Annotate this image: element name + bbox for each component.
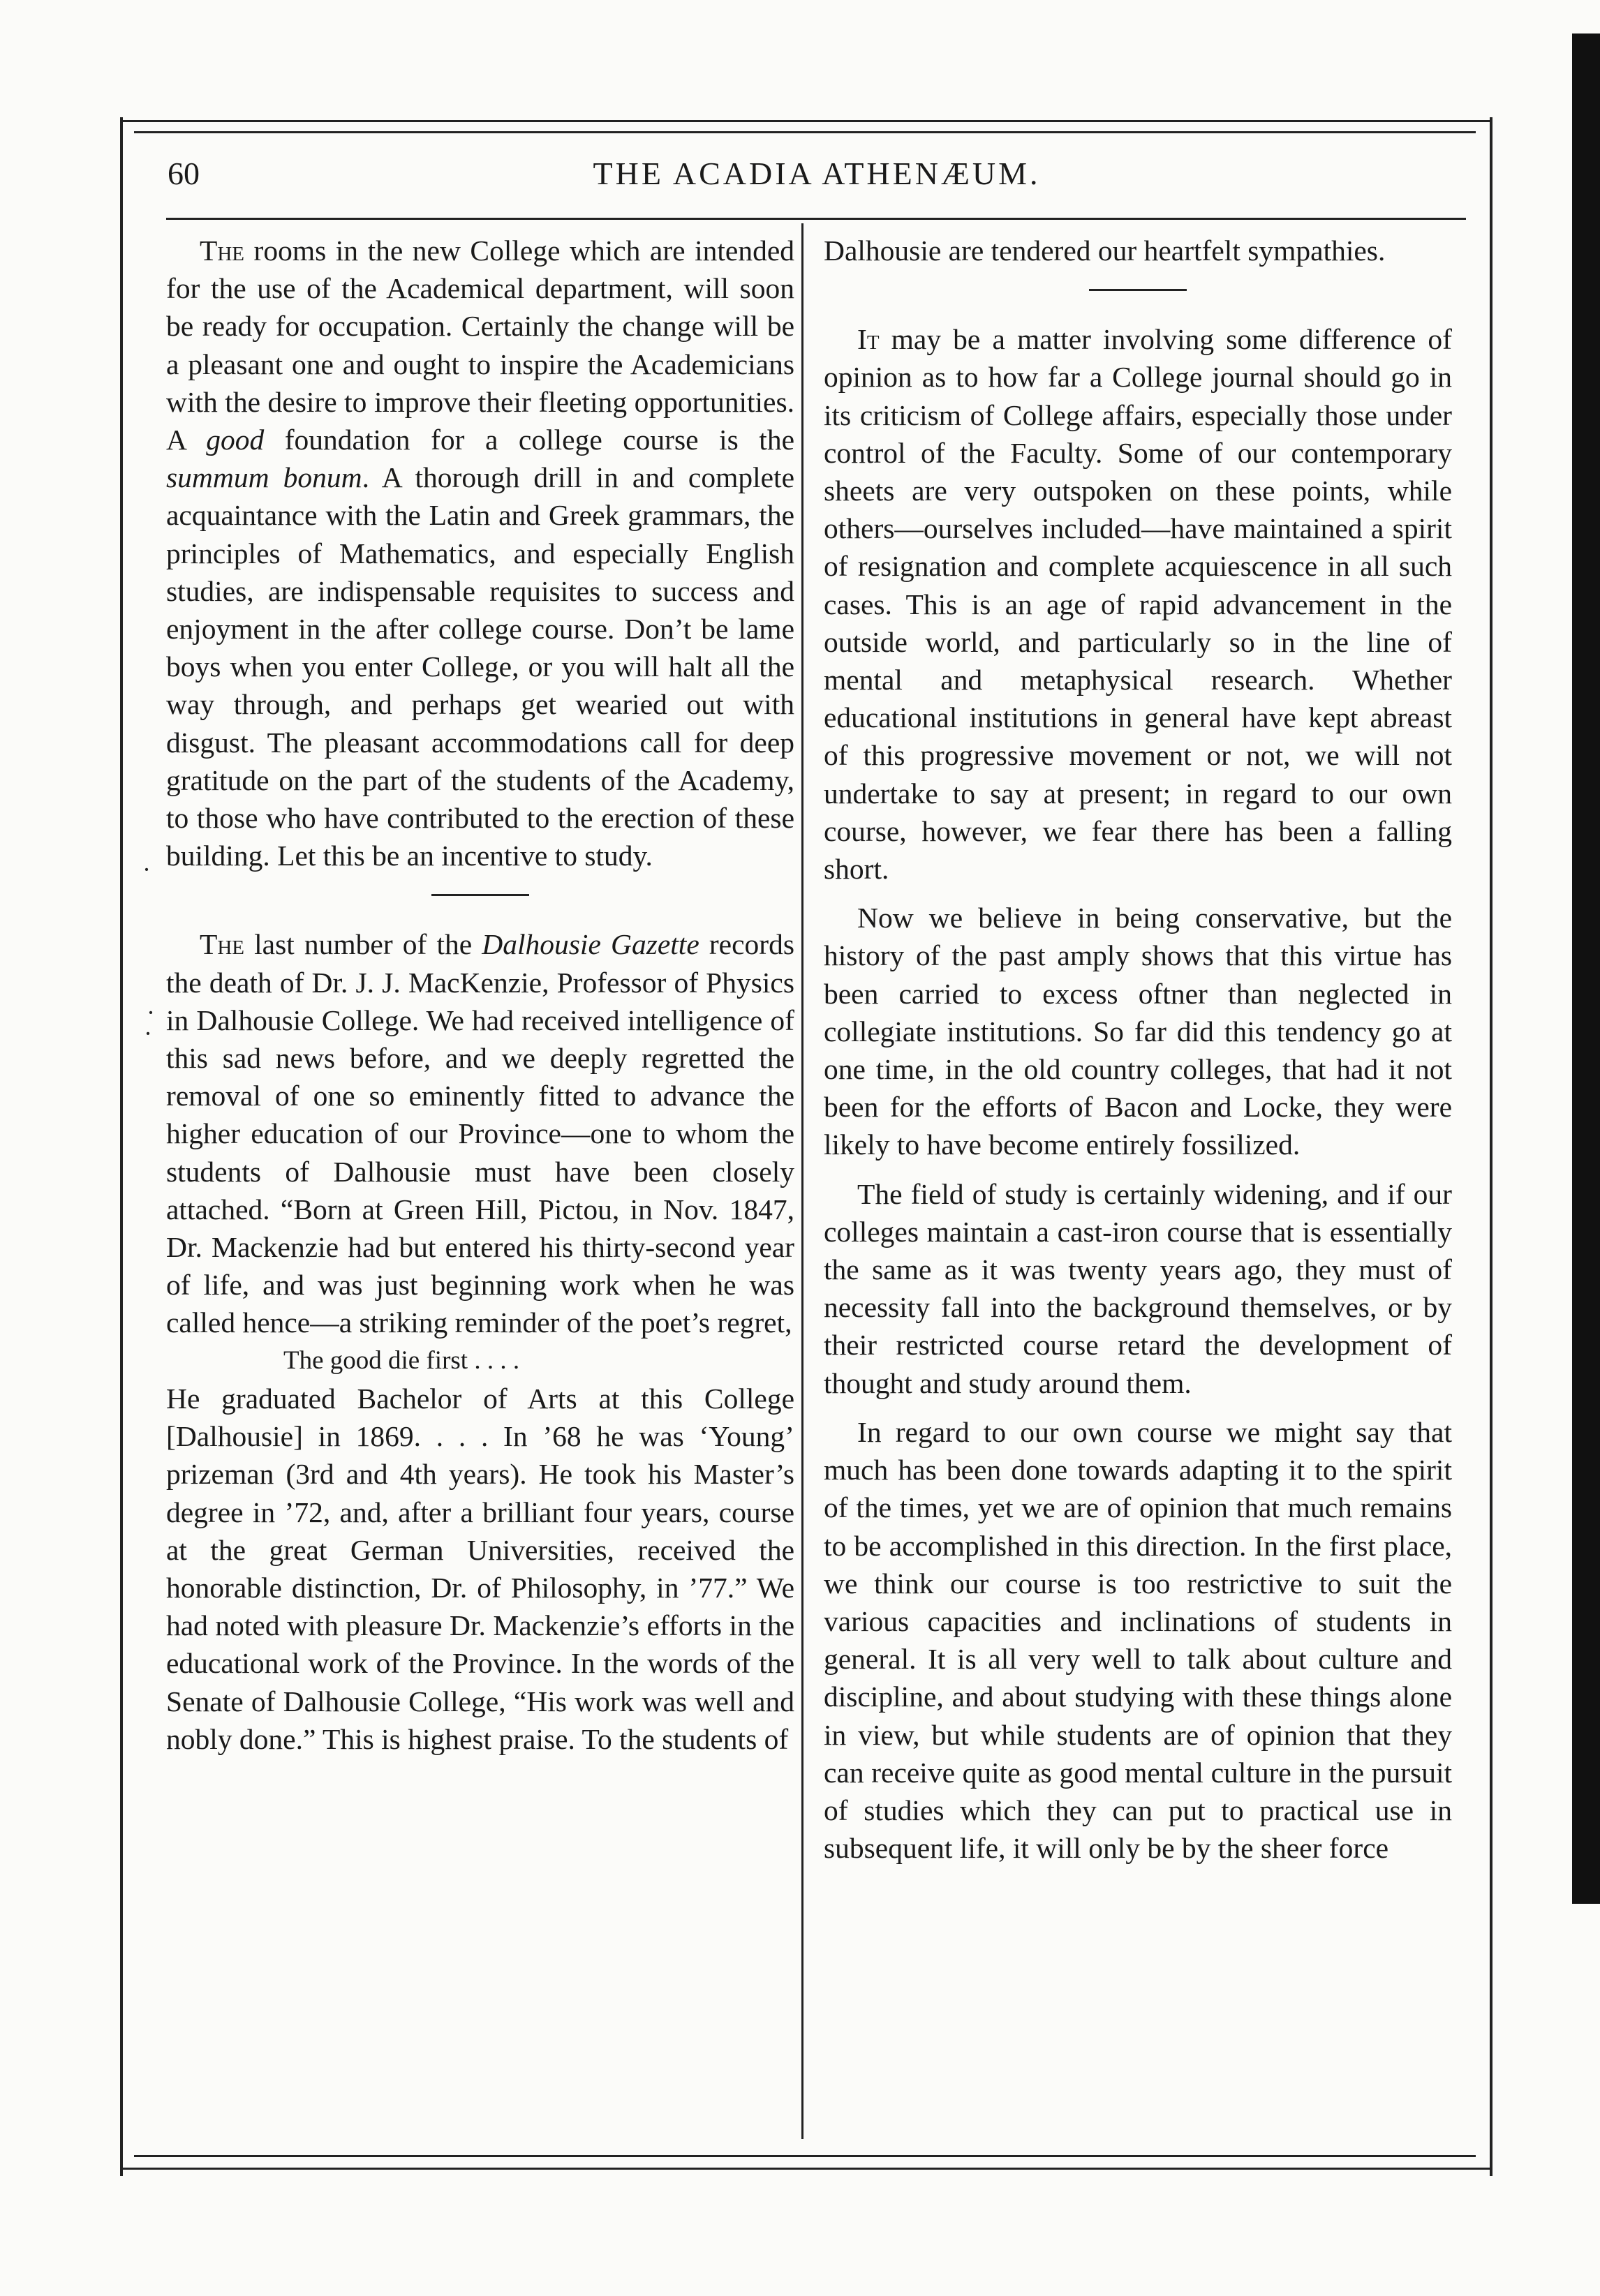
margin-dot: · [144, 1020, 152, 1048]
page-header [168, 155, 1466, 204]
margin-dot: · [147, 999, 155, 1027]
field-of-study-paragraph: The field of study is certainly widening, and if our colleges maintain a cast-iron course that is essentially the same as it was twenty years ago, they must of necessity fall into the background themselves, or by their restricted course retard the development of thought and study around them. [824, 1177, 1452, 1399]
text-run: records the death of Dr. J. J. MacKenzie, Professor of Physics in Dalhousie College. We had received intelligence of this sad news before, and we deeply regretted the removal of one so eminently fitted to advance the higher education of our Province—one to whom the students of Dalhousie must have been closely attached. “Born at Green Hill, Pictou, in Nov. 1847, Dr. Mackenzie had but entered his thirty-second year of life, and was just beginning work when he was called hence—a striking reminder of the poet’s regret, [166, 928, 794, 1339]
page-number: 60 [168, 156, 200, 191]
italic-text: good [206, 424, 265, 456]
text-run: last number of the [244, 928, 482, 961]
margin-dot: · [142, 856, 151, 884]
drop-lead-word: The [200, 234, 245, 267]
running-title: THE ACADIA ATHENÆUM. [593, 156, 1041, 191]
top-rule-inner [134, 131, 1476, 133]
poem-quote: The good die first . . . . [283, 1345, 520, 1375]
bottom-rule-outer [120, 2168, 1490, 2170]
text-run: . A thorough drill in and complete acquaintance with the Latin and Greek grammars, the principles of Mathematics, and especially English studies, are indispensable requisites to success and enjoyment in the after college course. Don’t be lame boys when you enter College, or you will halt all the way through, and perhaps get wearied out with disgust. The pleasant accommodations call for deep gratitude on the part of the students of the Academy, to those who have contributed to the erection of these building. Let this be an incentive to study. [166, 461, 795, 872]
section-separator [1089, 289, 1187, 291]
page-edge-shadow [1572, 33, 1600, 1904]
own-course-paragraph: In regard to our own course we might say that much has been done towards adapting it to the spirit of the times, yet we are of opinion that much remains to be accomplished in this direction. In the first place, we think our course is too restrictive to suit the various capacities and inclinations of students in general. It is all very well to talk about culture and discipline, and about studying with these things alone in view, but while students are of opinion that they can receive quite as good mental culture in the pursuit of studies which they can put to practical use in subsequent life, it will only be by the sheer force [824, 1415, 1452, 1865]
column-divider [801, 223, 803, 2139]
header-rule [166, 218, 1466, 220]
section-separator [431, 894, 529, 896]
left-column [166, 232, 794, 1758]
drop-lead-word: The [200, 928, 245, 961]
academy-rooms-paragraph [166, 232, 794, 874]
text-run: foundation for a college course is the [264, 424, 794, 456]
text-run: may be a matter involving some difference of opinion as to how far a College journal should go in its criticism of College affairs, especially those under control of the Faculty. Some of our contemporary sheets are very outspoken on these points, while others—ourselves included—have maintained a spirit of resignation and complete acquiescence in all such cases. This is an age of rapid advancement in the outside world, and particularly so in the line of mental and metaphysical research. Whether educational institutions in general have kept abreast of this progressive movement or not, we will not undertake to say at present; in regard to our own course, however, we fear there has been a falling short. [824, 323, 1452, 886]
italic-text: summum bonum [166, 461, 362, 494]
conservative-paragraph: Now we believe in being conservative, but the history of the past amply shows that this virtue has been carried to excess oftner than neglected in collegiate institutions. So far did this tendency go at one time, in the old country colleges, that had it not been for the efforts of Bacon and Locke, they were likely to have become entirely fossilized. [824, 902, 1452, 1161]
bottom-rule-inner [134, 2155, 1476, 2157]
obituary-continued-paragraph: He graduated Bachelor of Arts at this College [Dalhousie] in 1869. . . . In ’68 he was ‘Young’ prizeman (3rd and 4th years). He took his Master’s degree in ’72, and, after a brilliant four years, course at the great German Universities, received the honorable distinction, Dr. of Philosophy, in ’77.” We had noted with pleasure Dr. Mackenzie’s efforts in the educational work of the Province. In the words of the Senate of Dalhousie College, “His work was well and nobly done.” This is highest praise. To the students of [166, 1382, 794, 1755]
text-run: rooms in the new College which are intended for the use of the Academical department, will soon be ready for occupation. Certainly the change will be a pleasant one and ought to inspire the Academicians with the desire to improve their fleeting opportunities. A [166, 234, 794, 456]
right-column [824, 232, 1452, 1867]
obituary-paragraph [166, 925, 794, 1341]
top-rule-outer [120, 120, 1490, 122]
drop-lead-word: It [857, 323, 880, 356]
sympathies-paragraph: Dalhousie are tendered our heartfelt sympathies. [824, 234, 1386, 267]
italic-text: Dalhousie Gazette [482, 928, 699, 961]
college-journal-paragraph [824, 320, 1452, 888]
